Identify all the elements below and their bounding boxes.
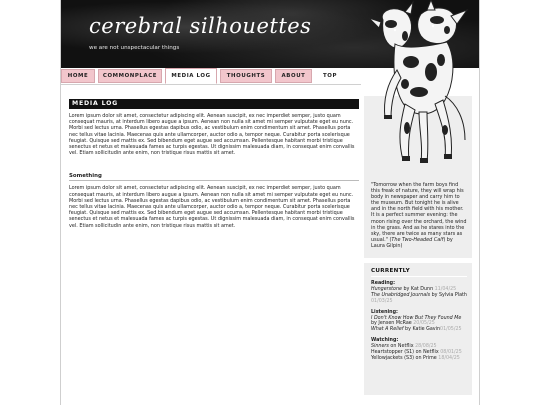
intro-paragraph: Lorem ipsum dolor sit amet, consectetur adipiscing elit. Aenean suscipit, ex nec imperdiet semper, justo quam consequat mauris, at interdum libero augue a ipsum. Aenean non nulla sit amet mi semper vulputate eget eu nunc. Morbi sed lectus urna. Phasellus egestas dapibus odio, ac vestibulum enim condimentum sit amet. Phasellus porta nec tellus vitae lacinia. Maecenas quis ante ullamcorper, auctor odio a, tempor neque. Curabitur porta scelerisque feugiat. Quisque sed mattis ex. Sed bibendum eget augue sed accumsan. Pellentesque habitant morbi tristique senectus et netus et malesuada fames ac turpis egestas. Ut dignissim malesuada diam, in consequat enim convallis vel. Etiam sollicitudin ante enim, non tristique risus mattis sit amet. — [69, 113, 355, 157]
item-date: 20/05/25 — [413, 321, 435, 327]
tab-commonplace-label: COMMONPLACE — [102, 73, 158, 79]
item-by: (S1) on Netflix — [402, 350, 441, 356]
main-content — [69, 99, 359, 229]
nav-divider — [61, 84, 361, 85]
list-item — [371, 293, 467, 305]
item-date: 01/05/25 — [440, 327, 462, 333]
item-date: 28/08/25 — [415, 344, 437, 350]
quote-work-title: The Two-Headed Calf — [391, 236, 444, 243]
tab-home-label: HOME — [67, 73, 89, 79]
page-wrapper — [60, 0, 480, 405]
tab-media-log[interactable] — [165, 68, 217, 84]
list-item — [371, 316, 467, 328]
item-title: What A Relief — [371, 327, 404, 333]
site-title[interactable]: cerebral silhouettes — [89, 14, 312, 38]
listening-group — [371, 310, 467, 334]
tab-commonplace[interactable] — [98, 69, 162, 83]
item-by: by Katie Gavin — [403, 327, 441, 333]
list-item — [371, 327, 467, 333]
currently-title: CURRENTLY — [371, 268, 411, 274]
item-title: Sinners — [371, 344, 389, 350]
item-title: Yellowjackets — [371, 355, 403, 361]
page-title: MEDIA LOG — [69, 99, 359, 109]
reading-group — [371, 281, 467, 305]
item-title: Heartstopper — [371, 350, 403, 356]
tab-about-label: ABOUT — [281, 73, 306, 79]
item-title: I Don't Know How But They Found Me — [371, 315, 462, 321]
tab-top-label: TOP — [322, 73, 337, 79]
item-by: on Netflix — [388, 344, 416, 350]
reading-label: Reading: — [371, 281, 396, 286]
item-by: by Kat Dunn — [401, 286, 435, 292]
item-by: by Sylvia Plath — [430, 292, 467, 298]
listening-label: Listening: — [371, 309, 398, 315]
item-by: by Jensen McRae — [371, 321, 414, 327]
item-date: 11/04/25 — [434, 286, 457, 292]
tab-thoughts-label: THOUGHTS — [226, 73, 266, 79]
tab-top[interactable] — [315, 69, 345, 83]
currently-list — [371, 281, 467, 367]
item-title: The Unabridged Journals — [371, 292, 431, 298]
item-date: 01/03/25 — [371, 298, 393, 304]
section-subheading: Something — [69, 173, 359, 181]
site-tagline: we are not unspectacular things — [89, 45, 180, 51]
two-headed-calf-illustration — [361, 0, 479, 180]
watching-label: Watching: — [371, 338, 399, 344]
list-item — [371, 356, 467, 362]
tab-media-log-label: MEDIA LOG — [171, 73, 211, 79]
currently-divider — [371, 276, 467, 277]
item-title: Hungerstone — [371, 286, 402, 292]
item-date: 08/01/25 — [440, 350, 462, 356]
calf-quote — [371, 182, 467, 249]
tab-home[interactable] — [61, 69, 95, 83]
watching-group — [371, 338, 467, 362]
tab-thoughts[interactable] — [220, 69, 272, 83]
item-by: (S3) on Prime — [402, 355, 439, 361]
tab-about[interactable] — [275, 69, 312, 83]
item-date: 18/04/25 — [438, 355, 460, 361]
quote-text: "Tomorrow when the farm boys find this freak of nature, they will wrap his body in newspaper and carry him to the museum. But tonight he is alive and in the north field with his mother. It is a perfect summer evening: the moon rising over the orchard, the wind in the grass. And as he stares into the sky, there are twice as many stars as usual." ( — [371, 182, 467, 243]
body-paragraph: Lorem ipsum dolor sit amet, consectetur adipiscing elit. Aenean suscipit, ex nec imperdiet semper, justo quam consequat mauris, at interdum libero augue a ipsum. Aenean non nulla sit amet mi semper vulputate eget eu nunc. Morbi sed lectus urna. Phasellus egestas dapibus odio, ac vestibulum enim condimentum sit amet. Phasellus porta nec tellus vitae lacinia. Maecenas quis ante ullamcorper, auctor odio a, tempor neque. Curabitur porta scelerisque feugiat. Quisque sed mattis ex. Sed bibendum eget augue sed accumsan. Pellentesque habitant morbi tristique senectus et netus et malesuada fames ac turpis egestas. Ut dignissim malesuada diam, in consequat enim convallis vel. Etiam sollicitudin ante enim, non tristique risus mattis sit amet. — [69, 185, 355, 229]
quote-author: ) by Laura Gilpin) — [371, 236, 453, 249]
